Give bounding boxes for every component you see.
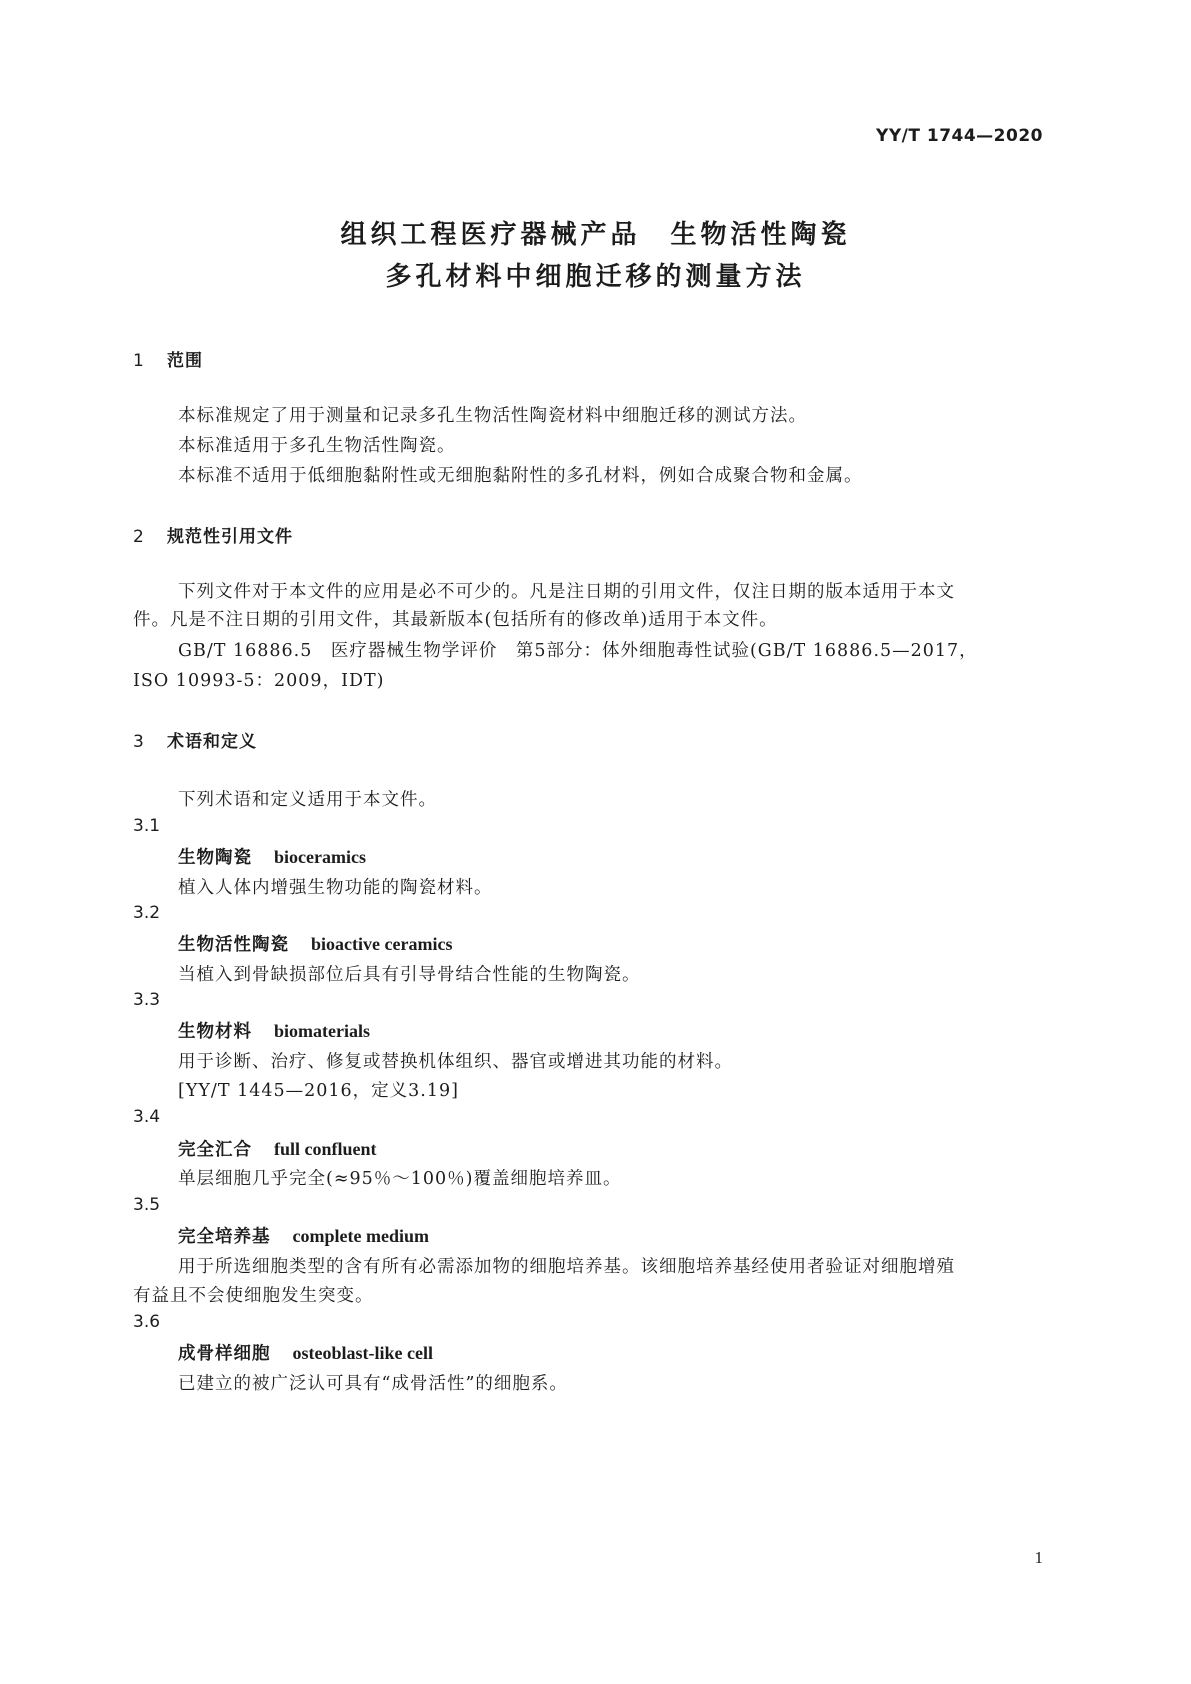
scope-paragraph-3: 本标准不适用于低细胞黏附性或无细胞黏附性的多孔材料，例如合成聚合物和金属。 — [178, 466, 863, 486]
term-definition: 植入人体内增强生物功能的陶瓷材料。 — [178, 878, 493, 898]
term-english: full confluent — [274, 1139, 377, 1159]
term-number: 3.4 — [133, 1107, 161, 1127]
term-source: [YY/T 1445—2016，定义3.19] — [178, 1081, 459, 1101]
section-2-heading — [133, 522, 293, 547]
section-number: 1 — [133, 351, 144, 371]
term-number: 3.5 — [133, 1195, 161, 1215]
section-title: 规范性引用文件 — [167, 527, 293, 547]
term-chinese: 生物材料 — [178, 1022, 252, 1042]
normative-para-line-2: 件。凡是不注日期的引用文件，其最新版本(包括所有的修改单)适用于本文件。 — [133, 610, 778, 630]
term-chinese: 成骨样细胞 — [178, 1344, 271, 1364]
section-title: 范围 — [167, 351, 203, 371]
title-line-2: 多孔材料中细胞迁移的测量方法 — [385, 262, 806, 292]
section-3-heading — [133, 727, 257, 752]
scope-paragraph-2: 本标准适用于多孔生物活性陶瓷。 — [178, 436, 456, 456]
normative-para-line-1 — [178, 578, 1061, 603]
term-number: 3.3 — [133, 990, 161, 1010]
term-chinese: 生物陶瓷 — [178, 848, 252, 868]
scope-paragraph-1: 本标准规定了用于测量和记录多孔生物活性陶瓷材料中细胞迁移的测试方法。 — [178, 406, 807, 426]
term-definition: 用于诊断、治疗、修复或替换机体组织、器官或增进其功能的材料。 — [178, 1052, 733, 1072]
term-heading — [178, 1136, 377, 1161]
term-heading — [178, 844, 366, 869]
term-number: 3.1 — [133, 816, 161, 836]
section-1-heading — [133, 346, 203, 371]
term-chinese: 完全汇合 — [178, 1140, 252, 1160]
term-definition: 单层细胞几乎完全(≈95％～100％)覆盖细胞培养皿。 — [178, 1169, 622, 1189]
term-number: 3.2 — [133, 903, 161, 923]
section-number: 3 — [133, 732, 144, 752]
term-english: biomaterials — [274, 1021, 370, 1041]
page-number: 1 — [1034, 1548, 1043, 1567]
section-title: 术语和定义 — [167, 732, 257, 752]
normative-para-text-1: 下列文件对于本文件的应用是必不可少的。凡是注日期的引用文件，仅注日期的版本适用于本文 — [178, 582, 955, 602]
standard-code: YY/T 1744—2020 — [876, 126, 1043, 146]
term-number: 3.6 — [133, 1312, 161, 1332]
reference-line-1: GB/T 16886.5 医疗器械生物学评价 第5部分：体外细胞毒性试验(GB/T 16886.5—2017， — [178, 641, 978, 661]
term-chinese: 完全培养基 — [178, 1227, 271, 1247]
term-chinese: 生物活性陶瓷 — [178, 935, 289, 955]
term-definition-line-2: 有益且不会使细胞发生突变。 — [133, 1286, 374, 1306]
title-line-1: 组织工程医疗器械产品 生物活性陶瓷 — [340, 220, 851, 250]
term-definition: 当植入到骨缺损部位后具有引导骨结合性能的生物陶瓷。 — [178, 965, 641, 985]
reference-line-2: ISO 10993-5：2009，IDT) — [133, 671, 385, 691]
term-english: bioceramics — [274, 847, 366, 867]
term-english: bioactive ceramics — [311, 934, 453, 954]
term-heading — [178, 1340, 433, 1365]
term-definition: 已建立的被广泛认可具有“成骨活性”的细胞系。 — [178, 1374, 568, 1394]
terms-intro: 下列术语和定义适用于本文件。 — [178, 790, 437, 810]
term-english: complete medium — [292, 1226, 429, 1246]
term-heading — [178, 931, 452, 956]
section-number: 2 — [133, 527, 144, 547]
term-definition-line-1: 用于所选细胞类型的含有所有必需添加物的细胞培养基。该细胞培养基经使用者验证对细胞增殖 — [178, 1257, 955, 1277]
term-heading — [178, 1223, 429, 1248]
term-english: osteoblast-like cell — [292, 1343, 433, 1363]
term-heading — [178, 1018, 370, 1043]
